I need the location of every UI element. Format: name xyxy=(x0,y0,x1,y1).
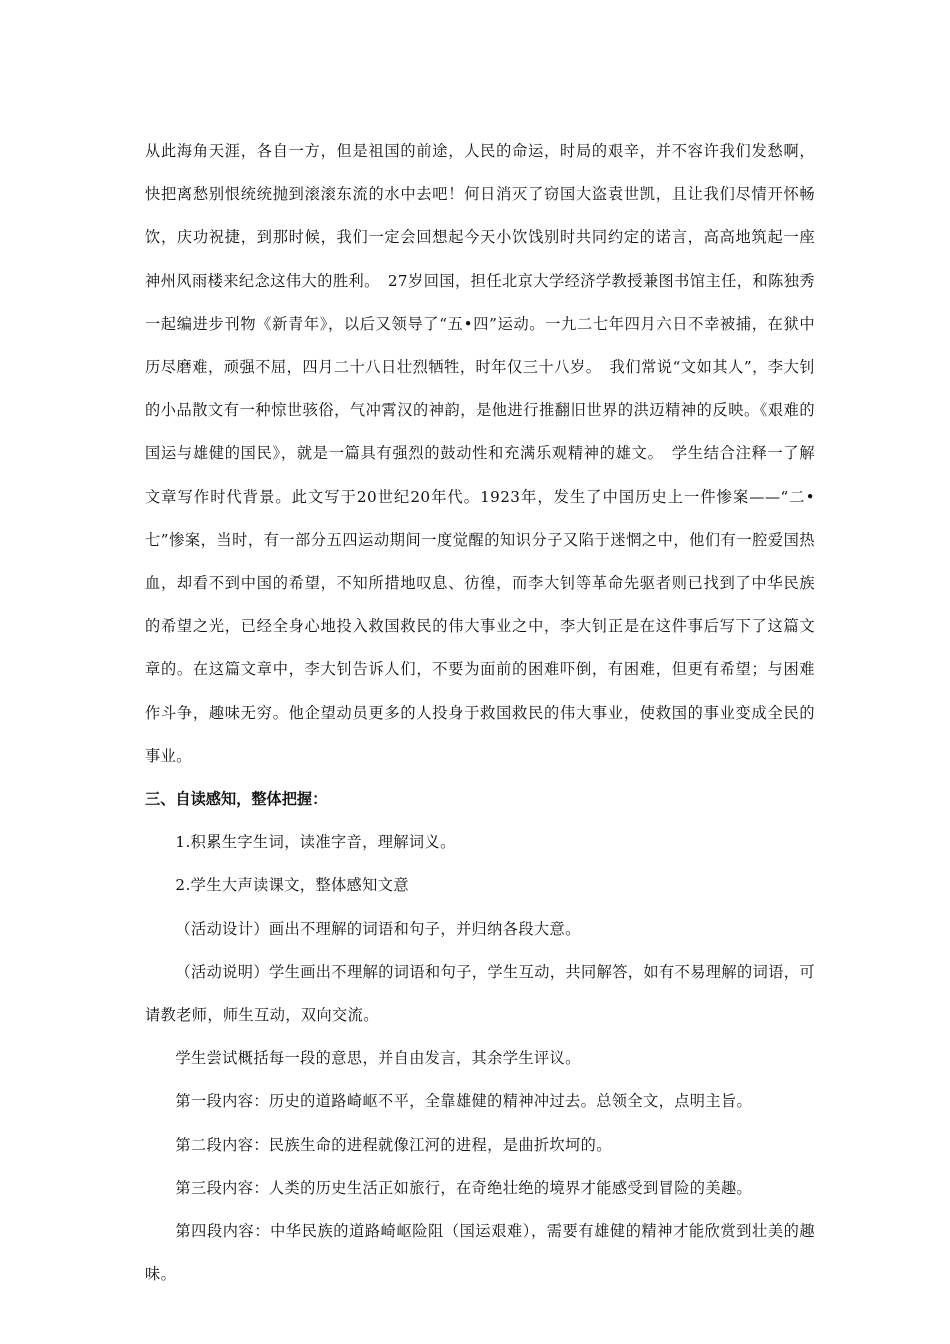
list-item-vocabulary: 1.积累生字生词，读准字音，理解词义。 xyxy=(175,833,456,852)
activity-note: （活动说明）学生画出不理解的词语和句子，学生互动，共同解答，如有不易理解的词语，可请教老师，师生互动，双向交流。 xyxy=(145,962,815,1025)
intro-paragraph: 从此海角天涯，各自一方，但是祖国的前途，人民的命运，时局的艰辛，并不容许我们发愁啊，快把离愁别恨统统抛到滚滚东流的水中去吧！何日消灭了窃国大盗袁世凯，且让我们尽情开怀畅饮，庆功祝捷，到那时候，我们一定会回想起今天小饮饯别时共同约定的诺言，高高地筑起一座神州风雨楼来纪念这伟大的胜利。 27岁回国，担任北京大学经济学教授兼图书馆主任，和陈独秀一起编进步刊物《新青年》，以后又领导了“五•四”运动。一九二七年四月六日不幸被捕，在狱中历尽磨难，顽强不屈，四月二十八日壮烈牺牲，时年仅三十八岁。 我们常说“文如其人”，李大钊的小品散文有一种惊世骇俗，气冲霄汉的神韵，是他进行推翻旧世界的洪迈精神的反映。《艰难的国运与雄健的国民》，就是一篇具有强烈的鼓动性和充满乐观精神的雄文。 学生结合注释一了解文章写作时代背景。此文写于20世纪20年代。1923年，发生了中国历史上一件惨案——“二•七”惨案，当时，有一部分五四运动期间一度觉醒的知识分子又陷于迷惘之中，他们有一腔爱国热血，却看不到中国的希望，不知所措地叹息、彷徨，而李大钊等革命先驱者则已找到了中华民族的希望之光，已经全身心地投入救国救民的伟大事业之中，李大钊正是在这件事后写下了这篇文章的。在这篇文章中，李大钊告诉人们，不要为面前的困难吓倒，有困难，但更有希望；与困难作斗争，趣味无穷。他企望动员更多的人投身于救国救民的伟大事业，使救国的事业变成全民的事业。 xyxy=(145,142,815,765)
paragraph-summary-1: 第一段内容：历史的道路崎岖不平，全靠雄健的精神冲过去。总领全文，点明主旨。 xyxy=(175,1092,753,1111)
paragraph-summary-3: 第三段内容：人类的历史生活正如旅行，在奇绝壮绝的境界才能感受到冒险的美趣。 xyxy=(175,1178,753,1197)
document-page xyxy=(145,130,815,1296)
activity-design: （活动设计）画出不理解的词语和句子，并归纳各段大意。 xyxy=(175,919,581,938)
paragraph-summary-2: 第二段内容：民族生命的进程就像江河的进程，是曲折坎坷的。 xyxy=(175,1135,612,1154)
paragraph-summary-4: 第四段内容：中华民族的道路崎岖险阻（国运艰难），需要有雄健的精神才能欣赏到壮美的趣味。 xyxy=(145,1222,815,1284)
list-item-read-aloud: 2.学生大声读课文，整体感知文意 xyxy=(175,876,409,895)
summary-task: 学生尝试概括每一段的意思，并自由发言，其余学生评议。 xyxy=(175,1049,581,1068)
section-heading: 三、自读感知，整体把握： xyxy=(145,790,328,809)
